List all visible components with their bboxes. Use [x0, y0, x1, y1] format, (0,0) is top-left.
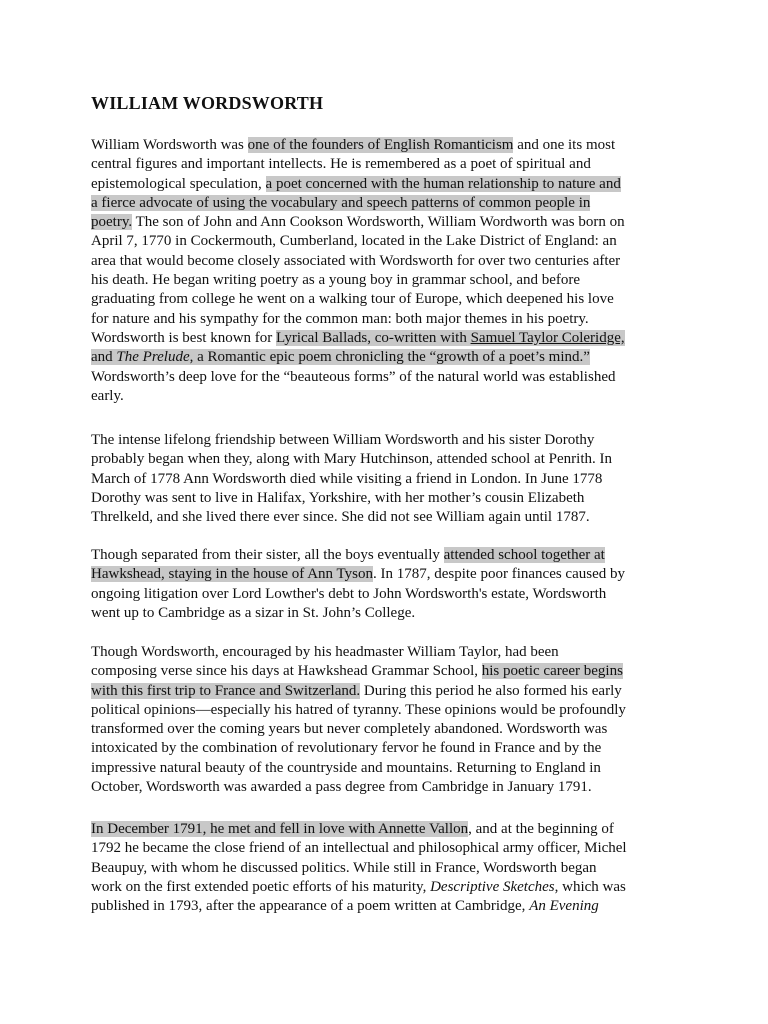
- text-line: [91, 232, 691, 251]
- text-segment: , which was: [554, 878, 626, 895]
- text-line: [91, 155, 691, 174]
- text-line: [91, 585, 691, 604]
- highlighted-text: , a Romantic epic poem chronicling the “growth of a poet’s mind.”: [189, 349, 590, 366]
- text-line: [91, 450, 691, 469]
- text-line: [91, 271, 691, 290]
- text-line: [91, 310, 691, 329]
- text-segment: During this period he also formed his early: [360, 682, 622, 699]
- text-line: [91, 546, 691, 565]
- highlighted-text: and: [91, 349, 117, 366]
- text-segment: , and at the beginning of: [468, 821, 614, 837]
- paragraph-3: [91, 546, 691, 623]
- text-segment: Wordsworth’s deep love for the “beauteous forms” of the natural world was established: [91, 368, 616, 385]
- highlighted-text: his poetic career begins: [481, 663, 623, 680]
- document-title: WILLIAM WORDSWORTH: [91, 93, 324, 113]
- text-segment: Beaupuy, with whom he discussed politics. While still in France, Wordsworth began: [91, 859, 597, 876]
- text-line: [91, 431, 691, 450]
- highlighted-text: Samuel Taylor Coleridge,: [470, 329, 625, 346]
- text-line: [91, 662, 691, 681]
- text-line: [91, 368, 691, 387]
- text-segment: graduating from college he went on a walking tour of Europe, which deepened his love: [91, 291, 614, 308]
- text-line: [91, 682, 691, 701]
- italic-text: Descriptive Sketches: [430, 878, 555, 895]
- text-segment: went up to Cambridge as a sizar in St. John’s College.: [91, 604, 416, 621]
- paragraph-5: [91, 820, 691, 916]
- text-line: [91, 213, 691, 232]
- highlighted-text: Lyrical Ballads, co-written with: [276, 329, 471, 346]
- text-segment: William Wordsworth was: [91, 137, 248, 153]
- text-segment: March of 1778 Ann Wordsworth died while visiting a friend in London. In June 1778: [91, 470, 603, 487]
- highlighted-text: attended school together at: [443, 547, 605, 563]
- text-segment: central figures and important intellects. He is remembered as a poet of spiritual and: [91, 156, 591, 173]
- text-segment: Though separated from their sister, all the boys eventually: [91, 547, 444, 563]
- text-line: [91, 839, 691, 858]
- text-segment: for nature and his sympathy for the common man: both major themes in his poetry.: [91, 310, 589, 327]
- text-segment: impressive natural beauty of the countryside and mountains. Returning to England in: [91, 759, 601, 776]
- italic-text: An Evening: [529, 898, 599, 915]
- highlighted-text: poetry.: [91, 214, 133, 231]
- text-segment: The intense lifelong friendship between William Wordsworth and his sister Dorothy: [91, 432, 595, 448]
- text-line: [91, 859, 691, 878]
- text-segment: October, Wordsworth was awarded a pass degree from Cambridge in January 1791.: [91, 779, 592, 796]
- text-line: [91, 701, 691, 720]
- text-segment: The son of John and Ann Cookson Wordsworth, William Wordworth was born on: [132, 214, 625, 231]
- text-segment: Threlkeld, and she lived there ever since. She did not see William again until 1787.: [91, 509, 590, 526]
- highlighted-text: a fierce advocate of using the vocabulary and speech patterns of common people in: [91, 194, 591, 211]
- highlighted-text: a poet concerned with the human relationship to nature and: [265, 175, 621, 192]
- text-segment: probably began when they, along with Mary Hutchinson, attended school at Penrith. In: [91, 451, 612, 468]
- text-segment: area that would become closely associated with Wordsworth for over two centuries after: [91, 252, 621, 269]
- text-segment: his death. He began writing poetry as a young boy in grammar school, and before: [91, 272, 581, 289]
- text-segment: . In 1787, despite poor finances caused by: [372, 566, 625, 583]
- text-segment: composing verse since his days at Hawkshead Grammar School,: [91, 663, 482, 680]
- text-segment: Wordsworth is best known for: [91, 329, 277, 346]
- text-line: [91, 290, 691, 309]
- text-segment: Though Wordsworth, encouraged by his headmaster William Taylor, had been: [91, 644, 559, 660]
- highlighted-text: one of the founders of English Romanticism: [247, 137, 514, 153]
- text-line: [91, 470, 691, 489]
- text-line: [91, 252, 691, 271]
- text-line: [91, 820, 691, 839]
- text-line: [91, 175, 691, 194]
- text-line: [91, 136, 691, 155]
- highlighted-text: with this first trip to France and Switzerland.: [91, 682, 361, 699]
- text-line: [91, 565, 691, 584]
- text-line: [91, 739, 691, 758]
- text-segment: intoxicated by the combination of revolutionary fervor he found in France and by the: [91, 740, 602, 757]
- text-segment: political opinions—especially his hatred of tyranny. These opinions would be profoundly: [91, 701, 626, 718]
- text-segment: Dorothy was sent to live in Halifax, Yorkshire, with her mother’s cousin Elizabeth: [91, 489, 585, 506]
- text-line: [91, 878, 691, 897]
- paragraph-2: [91, 431, 691, 527]
- text-segment: work on the first extended poetic efforts of his maturity,: [91, 878, 431, 895]
- text-segment: published in 1793, after the appearance of a poem written at Cambridge,: [91, 898, 530, 915]
- text-line: [91, 194, 691, 213]
- text-segment: epistemological speculation,: [91, 175, 266, 192]
- text-segment: and one its most: [513, 137, 616, 153]
- text-line: [91, 329, 691, 348]
- text-line: [91, 604, 691, 623]
- text-segment: 1792 he became the close friend of an intellectual and philosophical army officer, Michel: [91, 840, 627, 857]
- highlighted-text: In December 1791, he met and fell in love with Annette Vallon: [91, 821, 469, 837]
- text-segment: early.: [91, 387, 124, 404]
- text-line: [91, 387, 691, 406]
- paragraph-4: [91, 643, 691, 797]
- text-segment: transformed over the coming years but never completely abandoned. Wordsworth was: [91, 721, 608, 738]
- text-segment: ongoing litigation over Lord Lowther's debt to John Wordsworth's estate, Wordsworth: [91, 585, 607, 602]
- paragraph-1: [91, 136, 691, 406]
- text-line: [91, 897, 691, 916]
- text-line: [91, 778, 691, 797]
- text-line: [91, 348, 691, 367]
- text-line: [91, 508, 691, 527]
- text-line: [91, 720, 691, 739]
- text-line: [91, 489, 691, 508]
- highlighted-text: Hawkshead, staying in the house of Ann Tyson: [91, 566, 373, 583]
- text-segment: April 7, 1770 in Cockermouth, Cumberland, located in the Lake District of England: an: [91, 233, 617, 250]
- highlighted-text: The Prelude: [116, 349, 190, 366]
- text-line: [91, 643, 691, 662]
- text-line: [91, 759, 691, 778]
